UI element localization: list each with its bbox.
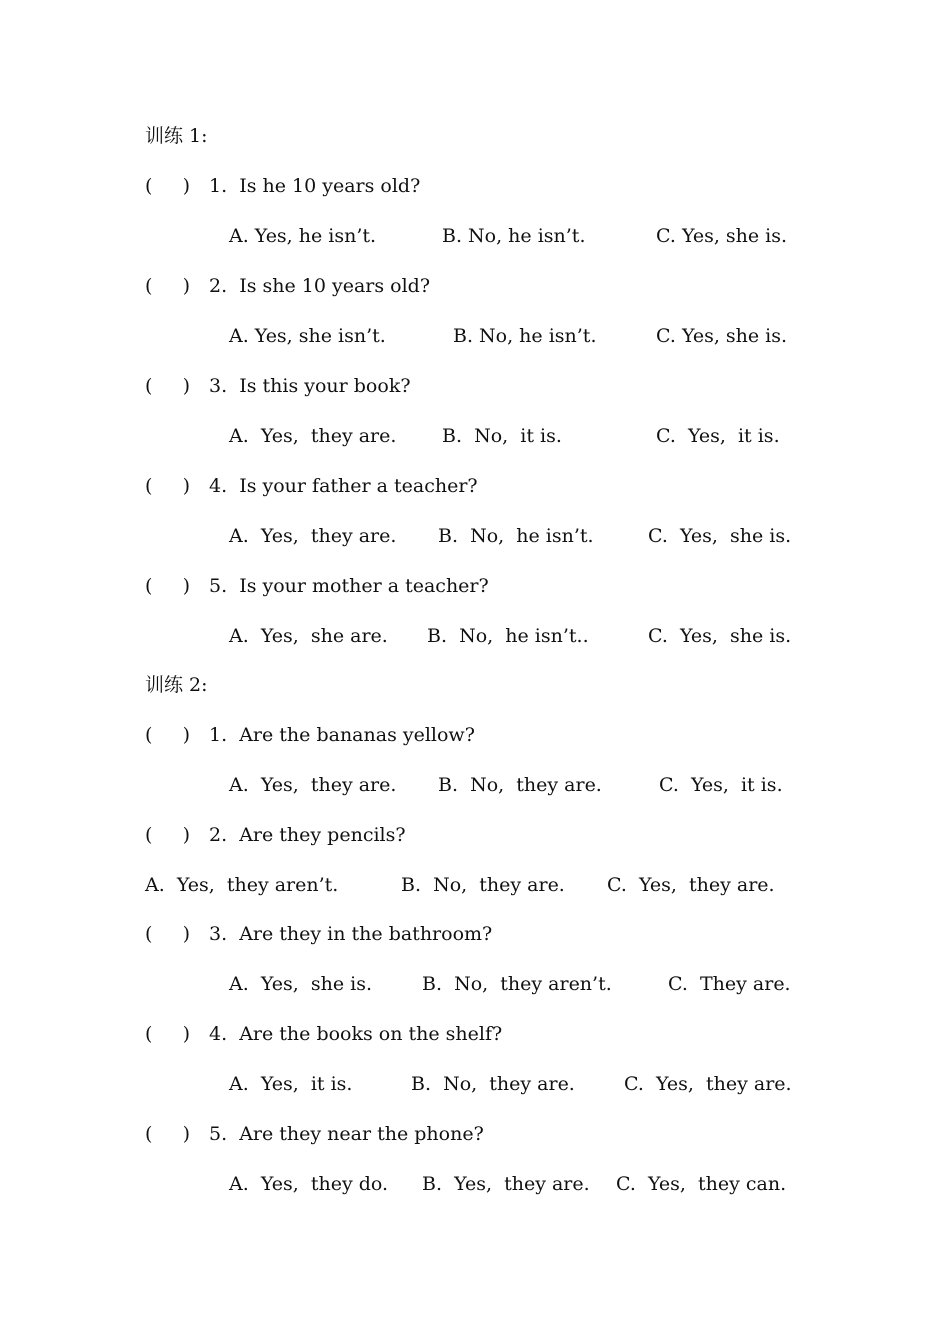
option-b: B. No, he isn’t.. [427, 625, 589, 647]
options-row [145, 873, 775, 897]
option-a: A. Yes, she are. [229, 625, 388, 647]
option-c: C. Yes, they are. [607, 874, 775, 896]
question-row [145, 574, 489, 598]
option-c: C. Yes, she is. [656, 325, 788, 347]
option-b: B. No, they are. [411, 1073, 575, 1095]
question-row [145, 823, 406, 847]
options-row [229, 624, 791, 648]
section-heading-2: 训练 2: [145, 674, 208, 696]
option-a: A. Yes, they are. [229, 525, 397, 547]
option-c: C. Yes, it is. [656, 425, 780, 447]
question-text: 1. Is he 10 years old? [209, 175, 421, 197]
option-b: B. No, he isn’t. [442, 225, 586, 247]
option-c: C. Yes, she is. [648, 525, 792, 547]
option-c: C. Yes, it is. [659, 774, 783, 796]
option-b: B. No, he isn’t. [438, 525, 594, 547]
option-b: B. No, they are. [438, 774, 602, 796]
option-a: A. Yes, it is. [229, 1073, 353, 1095]
options-row [229, 773, 783, 797]
answer-blank[interactable]: ( ) [145, 824, 191, 846]
question-row [145, 274, 430, 298]
option-a: A. Yes, they are. [229, 425, 397, 447]
options-row [229, 524, 791, 548]
options-row [229, 224, 787, 248]
question-text: 2. Is she 10 years old? [209, 275, 431, 297]
question-text: 4. Are the books on the shelf? [209, 1023, 503, 1045]
options-row [229, 1072, 792, 1096]
question-text: 1. Are the bananas yellow? [209, 724, 475, 746]
answer-blank[interactable]: ( ) [145, 724, 191, 746]
question-text: 3. Is this your book? [209, 375, 411, 397]
option-b: B. No, it is. [442, 425, 562, 447]
section-heading-1: 训练 1: [145, 125, 208, 147]
option-c: C. Yes, she is. [648, 625, 792, 647]
answer-blank[interactable]: ( ) [145, 375, 191, 397]
option-b: B. No, they are. [401, 874, 565, 896]
option-c: C. Yes, she is. [656, 225, 788, 247]
question-text: 4. Is your father a teacher? [209, 475, 478, 497]
question-row [145, 922, 492, 946]
answer-blank[interactable]: ( ) [145, 575, 191, 597]
option-a: A. Yes, she is. [229, 973, 372, 995]
option-a: A. Yes, they are. [229, 774, 397, 796]
option-a: A. Yes, they aren’t. [145, 874, 339, 896]
option-b: B. No, they aren’t. [422, 973, 612, 995]
option-c: C. Yes, they are. [624, 1073, 792, 1095]
question-row [145, 174, 420, 198]
answer-blank[interactable]: ( ) [145, 923, 191, 945]
question-row [145, 374, 411, 398]
question-row [145, 1122, 484, 1146]
option-b: B. Yes, they are. [422, 1173, 590, 1195]
option-c: C. They are. [668, 973, 791, 995]
answer-blank[interactable]: ( ) [145, 175, 191, 197]
question-row [145, 723, 475, 747]
question-row [145, 1022, 502, 1046]
options-row [229, 424, 780, 448]
question-text: 5. Are they near the phone? [209, 1123, 484, 1145]
option-a: A. Yes, he isn’t. [229, 225, 377, 247]
option-a: A. Yes, they do. [229, 1173, 389, 1195]
answer-blank[interactable]: ( ) [145, 475, 191, 497]
answer-blank[interactable]: ( ) [145, 1123, 191, 1145]
answer-blank[interactable]: ( ) [145, 1023, 191, 1045]
question-row [145, 474, 478, 498]
option-c: C. Yes, they can. [616, 1173, 787, 1195]
option-a: A. Yes, she isn’t. [229, 325, 386, 347]
question-text: 3. Are they in the bathroom? [209, 923, 493, 945]
answer-blank[interactable]: ( ) [145, 275, 191, 297]
options-row [229, 972, 791, 996]
question-text: 5. Is your mother a teacher? [209, 575, 489, 597]
question-text: 2. Are they pencils? [209, 824, 406, 846]
options-row [229, 324, 787, 348]
option-b: B. No, he isn’t. [453, 325, 597, 347]
options-row [229, 1172, 786, 1196]
